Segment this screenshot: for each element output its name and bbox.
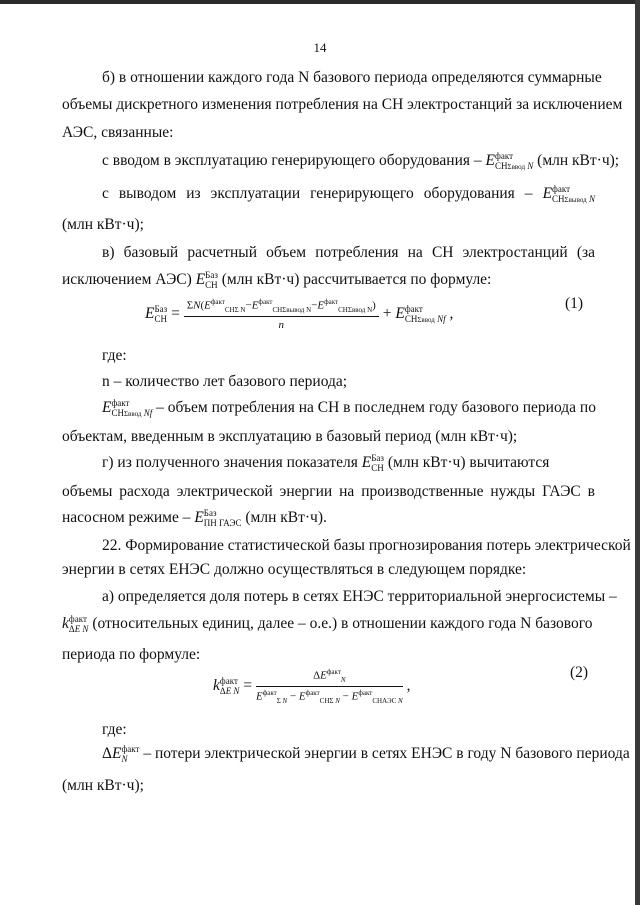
para-b-line3: АЭС, связанные: — [62, 124, 174, 141]
page-number: 14 — [313, 40, 327, 55]
item-22-line4: k факт ΔE N (относительных единиц, далее – о.е.) в отношении каждого года N базового — [62, 614, 593, 635]
para-v-line2: исключением АЭС) E Баз СН (млн кВт·ч) рассчитывается по формуле: — [62, 270, 492, 291]
item-22-line1: 22. Формирование статистической базы прогнозирования потерь электрической — [102, 537, 631, 554]
e-definition-line1: E факт СНΣввод Nf – объем потребления на СН в последнем году базового периода по — [102, 398, 596, 418]
where-2: где: — [102, 721, 127, 738]
unit: (млн кВт·ч); — [537, 152, 620, 170]
formula-1: E Баз СН = $\frac{\Sigma N(E^{факт}_{СН\Sigma N}-E^{факт}_{СН\Sigma вывод N}-E^{факт}_{СН\Sigma ввод N})}{n}$ + E факт СНΣввод Nf , — [145, 298, 454, 331]
formula-2: k факт ΔE N = $\frac{\Delta E^{факт}_N}{E^{факт}_{\Sigma N} - E^{факт}_{СН\Sigma N} - E^{факт}_{СНАЭС N}}$ , — [213, 668, 411, 705]
where-1: где: — [102, 347, 127, 364]
item-22-line5: периода по формуле: — [62, 646, 201, 663]
para-b-line2: объемы дискретного изменения потребления на СН электростанций за исключением — [62, 96, 623, 113]
E-indices: факт СНΣввод N — [495, 151, 534, 171]
para-g-line1: г) из полученного значения показателя E Баз СН (млн кВт·ч) вычитаются — [102, 453, 550, 474]
page-edge-top — [0, 0, 640, 4]
para-b-line6: (млн кВт·ч); — [62, 216, 144, 233]
text: с вводом в эксплуатацию генерирующего оборудования – — [102, 152, 482, 170]
para-b-line1: б) в отношении каждого года N базового периода определяются суммарные — [102, 69, 602, 86]
item-22-line3: а) определяется доля потерь в сетях ЕНЭС территориальной энергосистемы – — [102, 588, 617, 605]
para-v-line1: в) базовый расчетный объем потребления на СН электростанций (за — [102, 244, 595, 261]
delta-definition-line1: ΔE факт N – потери электрической энергии в сетях ЕНЭС в году N базового периода — [102, 744, 630, 765]
equation-number-2: (2) — [570, 664, 589, 681]
para-g-line2: объемы расхода электрической энергии на производственные нужды ГАЭС в — [62, 483, 595, 500]
para-b-line5: с выводом из эксплуатации генерирующего оборудования – E факт СНΣвывод N — [102, 184, 596, 204]
item-22-line2: энергии в сетях ЕНЭС должно осуществляться в следующем порядке: — [62, 561, 527, 578]
formula-2-fraction: $\frac{\Delta E^{факт}_N}{E^{факт}_{\Sigma N} - E^{факт}_{СН\Sigma N} - E^{факт}_{СНАЭС N}}$ — [255, 668, 403, 705]
e-definition-line2: объектам, введенным в эксплуатацию в базовый период (млн кВт·ч); — [62, 428, 518, 445]
para-b-line4 — [102, 151, 619, 172]
formula-1-fraction: $\frac{\Sigma N(E^{факт}_{СН\Sigma N}-E^{факт}_{СН\Sigma вывод N}-E^{факт}_{СН\Sigma ввод N})}{n}$ — [184, 298, 379, 331]
E-symbol: E — [485, 152, 495, 170]
delta-definition-line2: (млн кВт·ч); — [62, 777, 144, 794]
equation-number-1: (1) — [565, 295, 584, 312]
page-edge-right — [635, 0, 640, 905]
n-definition: n – количество лет базового периода; — [102, 373, 348, 390]
para-g-line3: насосном режиме – E Баз ПН ГАЭС (млн кВт·ч). — [62, 508, 327, 529]
